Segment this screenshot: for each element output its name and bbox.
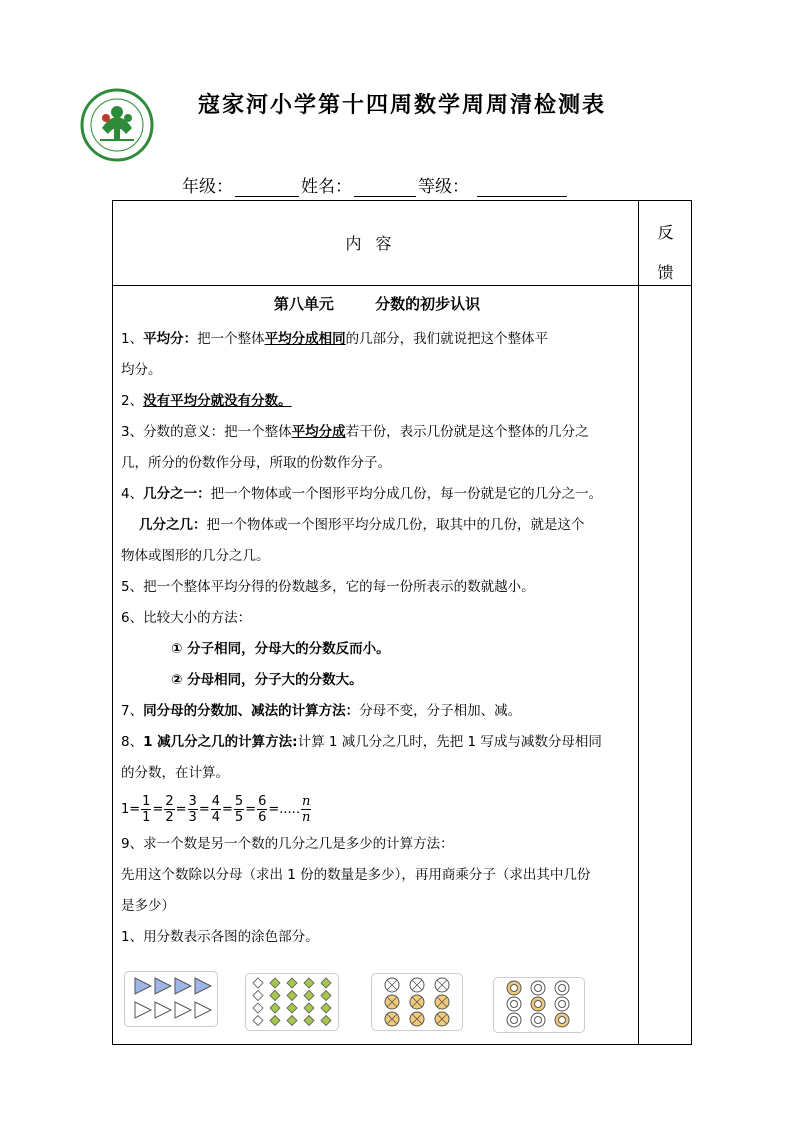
item-4b-text: 把一个物体或一个图形平均分成几份，取其中的几份，就是这个	[206, 517, 585, 533]
item-1-cont: 均分。	[121, 362, 162, 378]
diamond-shape	[287, 991, 297, 1001]
crossed-circles-figure	[371, 973, 463, 1031]
diamond-shape	[287, 978, 297, 988]
fraction-denominator: 1	[142, 809, 151, 825]
item-3-cont: 几，所分的份数作分母，所取的份数作分子。	[121, 455, 391, 471]
last-denominator: n	[301, 809, 311, 825]
formula-fraction	[211, 794, 221, 825]
crossed-circle	[385, 978, 399, 992]
formula-fraction	[164, 794, 174, 825]
fraction-formula	[121, 789, 633, 829]
item-5: 5、把一个整体平均分得的份数越多，它的每一份所表示的数就越小。	[121, 579, 535, 595]
formula-equals: =	[175, 801, 187, 817]
diamond-shape	[253, 991, 263, 1001]
fraction-denominator: 6	[258, 809, 267, 825]
item-7	[121, 696, 633, 727]
item-1-prefix: 1、	[121, 331, 144, 347]
diamond-shape	[304, 991, 314, 1001]
column-divider	[638, 201, 639, 1044]
item-2	[121, 386, 633, 417]
diamond-shape	[321, 1016, 331, 1026]
crossed-circle	[410, 978, 424, 992]
diamond-shape	[287, 1003, 297, 1013]
formula-equals: =	[222, 801, 233, 817]
diamond-shape	[270, 1003, 280, 1013]
diamonds-figure	[245, 973, 339, 1031]
fraction-numerator: 1	[142, 793, 151, 809]
item-4b-cont: 物体或图形的几分之几。	[121, 548, 270, 564]
fraction-numerator: 3	[188, 793, 197, 809]
diamond-shape	[304, 1003, 314, 1013]
ring-circle	[507, 981, 521, 995]
item-1-term: 平均分：	[143, 331, 198, 347]
fraction-denominator: 2	[165, 809, 174, 825]
item-9b: 先用这个数除以分母（求出 1 份的数量是多少），再用商乘分子（求出其中几份	[121, 867, 591, 883]
formula-equals: =	[198, 801, 210, 817]
item-1-b: 平均分成相同	[264, 331, 346, 347]
content-body	[121, 293, 633, 953]
diamond-shape	[270, 991, 280, 1001]
rings-figure	[493, 977, 585, 1033]
ring-circle	[531, 981, 545, 995]
diamond-shape	[287, 1016, 297, 1026]
item-8	[121, 727, 633, 758]
diamond-shape	[253, 1003, 263, 1013]
diamond-shape	[270, 978, 280, 988]
fraction-denominator: 4	[211, 809, 221, 825]
item-6b: ② 分母相同，分子大的分数大。	[171, 672, 363, 688]
item-1	[121, 324, 633, 355]
item-4b	[121, 510, 633, 541]
name-label: 姓名：	[301, 177, 352, 197]
item-7-text: 分母不变，分子相加、减。	[359, 703, 522, 719]
crossed-circle	[410, 995, 424, 1009]
grade-label: 年级：	[182, 177, 233, 197]
item-7-prefix: 7、	[121, 703, 144, 719]
formula-fraction	[257, 794, 267, 825]
crossed-circle	[385, 995, 399, 1009]
item-9: 9、求一个数是另一个数的几分之几是多少的计算方法：	[121, 836, 454, 852]
item-6: 6、比较大小的方法：	[121, 610, 252, 626]
formula-equals: =	[152, 801, 164, 817]
formula-dots: =.....	[268, 801, 300, 817]
fraction-denominator: 3	[188, 809, 197, 825]
item-8-term: 1 减几分之几的计算方法:	[143, 734, 298, 750]
question-1: 1、用分数表示各图的涂色部分。	[121, 929, 319, 945]
formula-fraction	[188, 794, 198, 825]
formula-lead: 1=	[121, 801, 141, 817]
ring-circle	[555, 997, 569, 1011]
item-1-c: 的几部分，我们就说把这个整体平	[345, 331, 549, 347]
formula-fraction	[141, 794, 151, 825]
level-label: 等级：	[418, 177, 469, 197]
formula-equals: =	[245, 801, 257, 817]
item-3-b: 平均分成	[291, 424, 346, 440]
name-blank[interactable]	[354, 176, 416, 197]
unit-heading	[121, 293, 633, 314]
item-8-prefix: 8、	[121, 734, 144, 750]
crossed-circle	[410, 1012, 424, 1026]
fraction-denominator: 5	[234, 809, 244, 825]
item-8-text: 计算 1 减几分之几时，先把 1 写成与减数分母相同	[297, 734, 602, 750]
item-2-prefix: 2、	[121, 393, 144, 409]
item-7-term: 同分母的分数加、减法的计算方法：	[143, 703, 360, 719]
unit-number: 第八单元	[273, 295, 334, 313]
formula-last-fraction	[301, 794, 311, 825]
item-4-prefix: 4、	[121, 486, 144, 502]
fraction-numerator: 5	[234, 793, 244, 809]
page-title: 寇家河小学第十四周数学周周清检测表	[197, 92, 606, 118]
item-4b-term: 几分之几：	[139, 517, 207, 533]
crossed-circle	[435, 978, 449, 992]
ring-circle	[507, 997, 521, 1011]
crossed-circle	[385, 1012, 399, 1026]
diamond-shape	[321, 978, 331, 988]
fraction-numerator: 2	[165, 793, 174, 809]
formula-fraction	[234, 794, 244, 825]
item-6a: ① 分子相同，分母大的分数反而小。	[171, 641, 390, 657]
item-3-c: 若干份，表示几份就是这个整体的几分之	[345, 424, 589, 440]
item-4-term: 几分之一：	[143, 486, 211, 502]
diamond-shape	[321, 991, 331, 1001]
header-feedback	[639, 213, 692, 293]
item-9c: 是多少）	[121, 898, 175, 914]
crossed-circle	[435, 1012, 449, 1026]
feedback-char-2: 馈	[657, 263, 674, 282]
grade-blank[interactable]	[235, 176, 299, 197]
item-4-text: 把一个物体或一个图形平均分成几份，每一份就是它的几分之一。	[210, 486, 603, 502]
ring-circle	[531, 997, 545, 1011]
item-2-text: 没有平均分就没有分数。	[143, 393, 292, 409]
crossed-circle	[435, 995, 449, 1009]
diamond-shape	[253, 1016, 263, 1026]
fraction-numerator: 4	[211, 793, 221, 809]
ring-circle	[555, 981, 569, 995]
diamond-shape	[304, 1016, 314, 1026]
diamond-shape	[304, 978, 314, 988]
fraction-numerator: 6	[258, 793, 267, 809]
triangles-figure	[124, 971, 218, 1027]
worksheet-table	[112, 200, 692, 1045]
item-4	[121, 479, 633, 510]
item-8-cont: 的分数，在计算。	[121, 765, 229, 781]
ring-circle	[555, 1013, 569, 1027]
unit-name: 分数的初步认识	[375, 295, 481, 313]
header-divider	[113, 285, 691, 286]
diamond-shape	[270, 1016, 280, 1026]
item-1-a: 把一个整体	[197, 331, 265, 347]
ring-circle	[507, 1013, 521, 1027]
formula-fractions	[140, 794, 268, 825]
last-numerator: n	[301, 793, 311, 809]
feedback-char-1: 反	[657, 223, 674, 242]
level-blank[interactable]	[477, 176, 567, 197]
diamond-shape	[321, 1003, 331, 1013]
student-info	[182, 172, 569, 197]
header-content: 内容	[345, 234, 406, 253]
ring-circle	[531, 1013, 545, 1027]
item-3	[121, 417, 633, 448]
item-3-a: 3、分数的意义：把一个整体	[121, 424, 292, 440]
diamond-shape	[253, 978, 263, 988]
